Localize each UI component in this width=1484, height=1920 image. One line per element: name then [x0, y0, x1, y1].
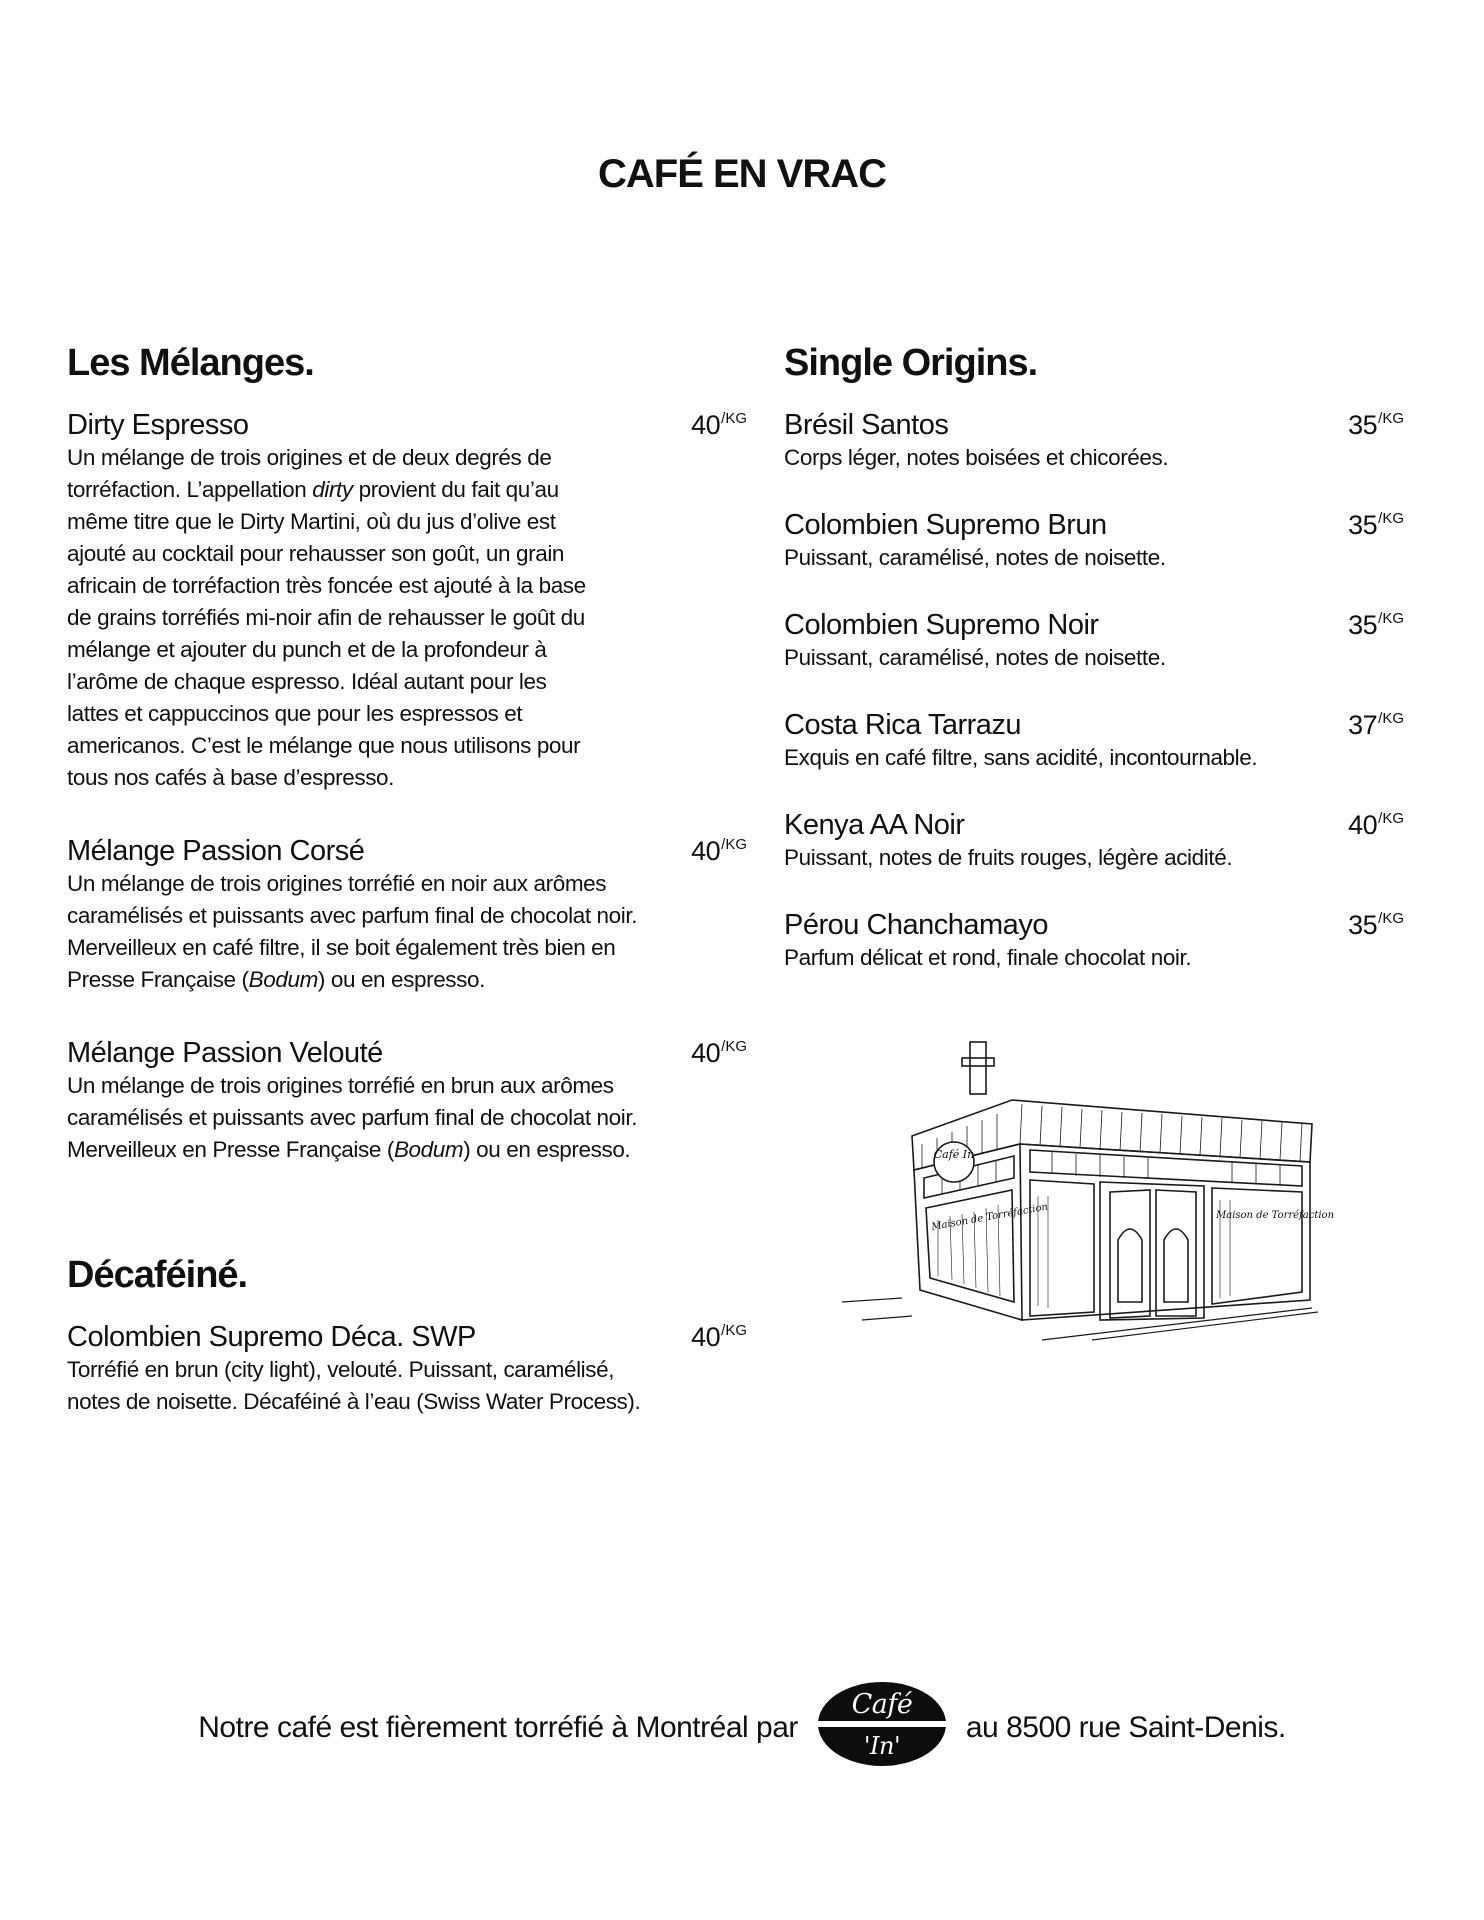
item-description: Puissant, notes de fruits rouges, légère acidité.: [784, 845, 1233, 870]
item-name: Mélange Passion Velouté: [67, 1037, 383, 1069]
item-description: Puissant, caramélisé, notes de noisette.: [784, 545, 1166, 570]
storefront-illustration: [842, 1040, 1335, 1345]
item-description: Torréfié en brun (city light), velouté. Puissant, caramélisé, notes de noisette. Décaféiné à l’eau (Swiss Water Process).: [67, 1357, 641, 1414]
item-name: Colombien Supremo Déca. SWP: [67, 1321, 476, 1353]
menu-item-costa-rica: [784, 702, 1404, 774]
item-price: $35^{/KG}$: [1348, 910, 1404, 940]
single-origins-title: Single Origins.: [784, 342, 1038, 384]
item-description: Corps léger, notes boisées et chicorées.: [784, 445, 1169, 470]
item-price: $40^{/KG}$: [691, 1038, 747, 1068]
item-description: Un mélange de trois origines torréfié en brun aux arômes caramélisés et puissants avec parfum final de chocolat noir. Merveilleux en Presse Française (Bodum) ou en espresso.: [67, 1073, 638, 1162]
item-name: Kenya AA Noir: [784, 809, 965, 841]
item-description: Parfum délicat et rond, finale chocolat noir.: [784, 945, 1192, 970]
item-name: Colombien Supremo Noir: [784, 609, 1099, 641]
storefront-sketch-icon: [842, 1040, 1335, 1340]
menu-item-dirty-espresso: [67, 402, 747, 794]
item-description: Exquis en café filtre, sans acidité, incontournable.: [784, 745, 1258, 770]
footer: [0, 1680, 1484, 1776]
logo-text-bottom: 'In': [863, 1732, 900, 1760]
item-price: $40^{/KG}$: [691, 836, 747, 866]
item-description: Un mélange de trois origines torréfié en noir aux arômes caramélisés et puissants avec parfum final de chocolat noir. Merveilleux en café filtre, il se boit également très bien en Presse Française (Bodum) ou en espresso.: [67, 871, 638, 992]
page-title: CAFÉ EN VRAC: [597, 152, 887, 196]
menu-item-perou: [784, 902, 1404, 974]
decaf-title: Décaféiné.: [67, 1254, 248, 1296]
decaf-section: [67, 1252, 747, 1418]
single-origins-section: [784, 340, 1404, 1002]
menu-item-colombien-noir: [784, 602, 1404, 674]
footer-text-after: au 8500 rue Saint-Denis.: [965, 1711, 1286, 1744]
melanges-title: Les Mélanges.: [67, 342, 314, 384]
menu-item-melange-passion-corse: [67, 828, 747, 996]
item-price: $40^{/KG}$: [691, 1322, 747, 1352]
item-price: $40^{/KG}$: [691, 410, 747, 440]
item-description: Un mélange de trois origines et de deux degrés de torréfaction. L’appellation dirty provient du fait qu’au même titre que le Dirty Martini, où du jus d’olive est ajouté au cocktail pour rehausser son goût, un grain africain de torréfaction très foncée est ajouté à la base de grains torréfiés mi-noir afin de rehausser le goût du mélange et ajouter du punch et de la profondeur à l’arôme de chaque espresso. Idéal autant pour les lattes et cappuccinos que pour les espressos et americanos. C’est le mélange que nous utilisons pour tous nos cafés à base d’espresso.: [67, 445, 586, 790]
item-name: Mélange Passion Corsé: [67, 835, 365, 867]
illustration-window-text-right: Maison de Torréfaction: [1216, 1210, 1335, 1221]
item-name: Brésil Santos: [784, 409, 949, 441]
cafe-in-logo: [816, 1680, 948, 1776]
item-name: Pérou Chanchamayo: [784, 909, 1048, 941]
item-price: $35^{/KG}$: [1348, 410, 1404, 440]
menu-item-colombien-deca: [67, 1314, 747, 1418]
illustration-window-text-left: Maison de Torréfaction: [930, 1201, 1049, 1233]
item-price: $35^{/KG}$: [1348, 510, 1404, 540]
logo-text-top: Café: [851, 1689, 913, 1720]
melanges-section: [67, 340, 747, 1166]
item-name: Costa Rica Tarrazu: [784, 709, 1022, 741]
item-price: $37^{/KG}$: [1348, 710, 1404, 740]
item-price: $35^{/KG}$: [1348, 610, 1404, 640]
footer-text-before: Notre café est fièrement torréfié à Montréal par: [198, 1711, 798, 1744]
item-description: Puissant, caramélisé, notes de noisette.: [784, 645, 1166, 670]
menu-item-melange-passion-veloute: [67, 1030, 747, 1166]
item-price: $40^{/KG}$: [1348, 810, 1404, 840]
menu-item-kenya: [784, 802, 1404, 874]
illustration-sign-text: Café In: [933, 1148, 975, 1161]
menu-item-bresil-santos: [784, 402, 1404, 474]
menu-item-colombien-brun: [784, 502, 1404, 574]
item-name: Dirty Espresso: [67, 409, 249, 441]
item-name: Colombien Supremo Brun: [784, 509, 1107, 541]
